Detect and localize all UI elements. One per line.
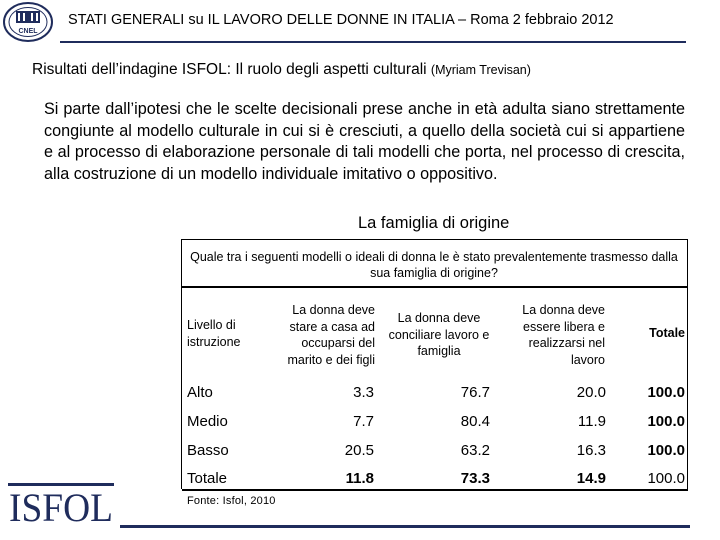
cell-total: 100.0 (647, 442, 685, 459)
cell-balance: 63.2 (460, 442, 490, 459)
cell-total: 100.0 (647, 470, 685, 487)
subtitle-main: Risultati dell’indagine ISFOL: Il ruolo degli aspetti culturali (32, 61, 431, 78)
slide-subtitle (32, 61, 531, 79)
header-divider (60, 41, 686, 43)
cell-total: 100.0 (647, 413, 685, 430)
column-header-balance: La donna deve conciliare lavoro e famiglia (388, 311, 490, 358)
cnel-seal-logo (3, 2, 53, 42)
cell-balance: 76.7 (460, 384, 490, 401)
table-source: Fonte: Isfol, 2010 (187, 495, 276, 507)
section-heading: La famiglia di origine (358, 214, 510, 232)
cell-free: 14.9 (576, 470, 606, 487)
cell-balance: 80.4 (460, 413, 490, 430)
column-header-total: Totale (649, 326, 685, 340)
column-header-home: La donna deve stare a casa ad occuparsi del marito e dei figli (287, 303, 375, 367)
table-bottom-divider (182, 489, 688, 491)
cell-free: 16.3 (576, 442, 606, 459)
row-label: Alto (187, 384, 213, 401)
isfol-logo (8, 477, 114, 527)
column-header-education: Livello di istruzione (187, 318, 241, 349)
column-header-free: La donna deve essere libera e realizzarsi nel lavoro (522, 303, 605, 367)
intro-paragraph: Si parte dall’ipotesi che le scelte decisionali prese anche in età adulta siano strettamente congiunte al modello culturale in cui si è cresciuti, a quello della società cui si appartiene e al processo di elaborazione personale di tali modelli che porta, nel processo di crescita, alla costruzione di un modello individuale imitativo o oppositivo. (44, 100, 685, 184)
svg-text:CNEL: CNEL (18, 28, 38, 35)
cell-home: 11.8 (345, 470, 374, 487)
cell-home: 20.5 (344, 442, 374, 459)
cell-free: 11.9 (577, 413, 606, 430)
cell-free: 20.0 (576, 384, 606, 401)
table-question: Quale tra i seguenti modelli o ideali di donna le è stato prevalentemente trasmesso dalla sua famiglia di origine? (190, 250, 678, 280)
totals-label: Totale (187, 470, 228, 487)
svg-text:ISFOL: ISFOL (9, 485, 113, 527)
cell-home: 7.7 (353, 413, 374, 430)
row-label: Medio (187, 413, 228, 430)
cell-home: 3.3 (353, 384, 374, 401)
cell-balance: 73.3 (460, 470, 490, 487)
row-label: Basso (187, 442, 229, 459)
cell-total: 100.0 (647, 384, 685, 401)
subtitle-author: (Myriam Trevisan) (430, 63, 531, 77)
question-divider (182, 286, 687, 288)
footer-divider (120, 525, 690, 528)
header-title: STATI GENERALI su IL LAVORO DELLE DONNE IN ITALIA – Roma 2 febbraio 2012 (68, 12, 614, 28)
